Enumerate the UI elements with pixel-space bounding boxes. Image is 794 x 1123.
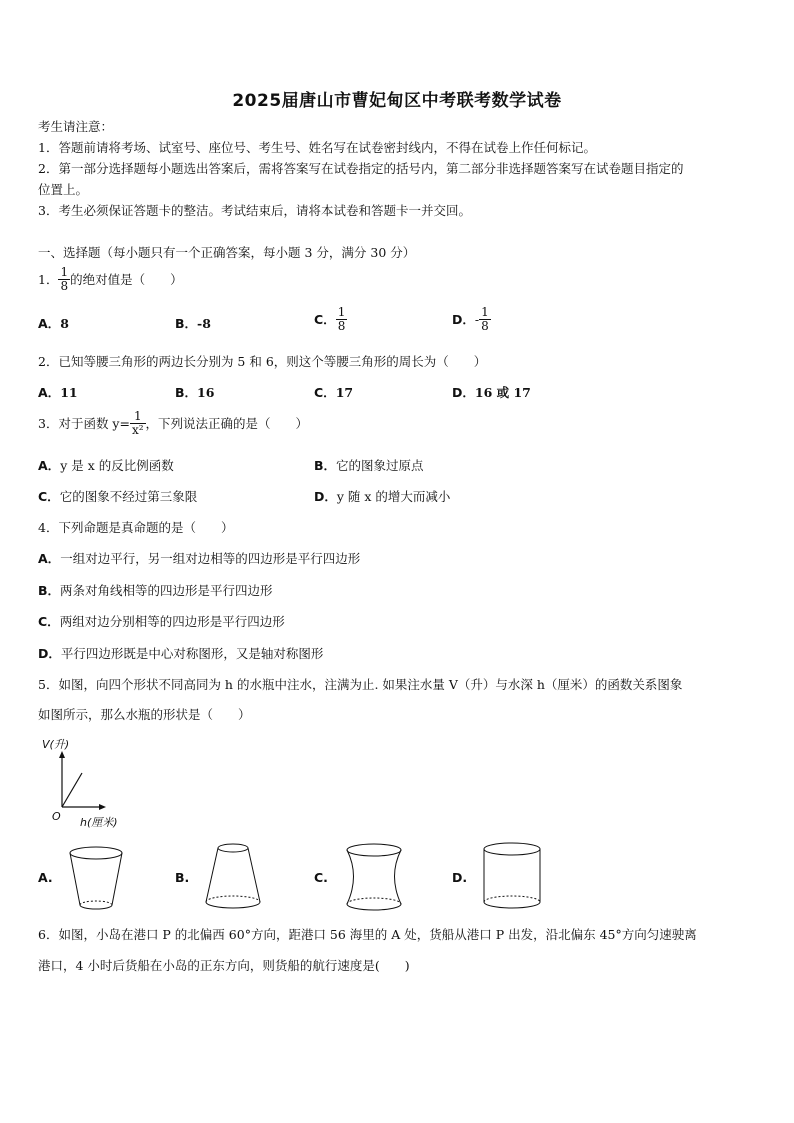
option-text: 两条对角线相等的四边形是平行四边形 xyxy=(60,583,273,598)
fraction-denominator: 8 xyxy=(481,319,489,333)
option-a-label: A. xyxy=(38,870,53,885)
option-text: 16 xyxy=(197,385,215,400)
notice-item-3: 3．考生必须保证答题卡的整洁。考试结束后，请将本试卷和答题卡一并交回。 xyxy=(38,203,471,218)
option-c xyxy=(38,612,285,632)
notice-item-2: 2．第一部分选择题每小题选出答案后，需将答案写在试卷指定的括号内，第二部分非选择题答案写在试卷题目指定的 xyxy=(38,161,684,176)
option-d xyxy=(452,383,531,403)
option-label: B． xyxy=(314,458,337,473)
option-a xyxy=(38,456,174,476)
option-label: D． xyxy=(38,646,61,661)
option-text: 它的图象过原点 xyxy=(336,458,424,473)
question-5-line-2: 如图所示，那么水瓶的形状是（ ） xyxy=(38,707,251,722)
option-d-label: D. xyxy=(452,870,468,885)
question-4: 4．下列命题是真命题的是（ ） xyxy=(38,520,234,535)
question-stem: 的绝对值是（ ） xyxy=(70,271,183,287)
section-heading: 一、选择题（每小题只有一个正确答案，每小题 3 分，满分 30 分） xyxy=(38,245,416,260)
volume-depth-graph xyxy=(55,750,110,810)
fraction-denominator: 8 xyxy=(60,279,69,293)
option-c xyxy=(38,487,197,507)
option-a xyxy=(38,383,78,403)
option-text: 11 xyxy=(60,385,78,400)
truncated-cone-icon xyxy=(202,840,264,912)
fraction-denominator: x² xyxy=(131,423,144,437)
option-b xyxy=(175,383,214,403)
notice-item-2-cont: 位置上。 xyxy=(38,182,89,197)
hourglass-vase-icon xyxy=(342,842,406,914)
option-text: y 是 x 的反比例函数 xyxy=(60,458,174,473)
question-6-line-2: 港口，4 小时后货船在小岛的正东方向，则货船的航行速度是( ) xyxy=(38,958,410,973)
option-label: A． xyxy=(38,551,61,566)
option-b xyxy=(38,581,273,601)
option-label: B． xyxy=(38,583,61,598)
graph-y-label: V(升) xyxy=(42,738,70,751)
fraction xyxy=(336,306,348,333)
option-label: C． xyxy=(38,614,60,629)
fraction-denominator: 8 xyxy=(337,319,346,333)
graph-x-label: h(厘米) xyxy=(80,816,118,829)
question-1 xyxy=(38,266,183,293)
option-label: A． xyxy=(38,458,61,473)
cylinder-icon xyxy=(480,840,544,912)
fraction-numerator: 1 xyxy=(60,265,69,279)
option-c xyxy=(314,383,353,403)
option-a xyxy=(38,549,360,569)
option-label: D． xyxy=(314,489,337,504)
fraction xyxy=(58,266,70,293)
question-number: 1． xyxy=(38,271,59,287)
option-d xyxy=(314,487,450,507)
option-label: A． xyxy=(38,316,61,331)
x-axis-arrow xyxy=(99,804,106,810)
option-c-label: C. xyxy=(314,870,328,885)
question-5-line-1: 5．如图，向四个形状不同高同为 h 的水瓶中注水，注满为止. 如果注水量 V（升）与水深 h（厘米）的函数关系图象 xyxy=(38,677,683,692)
notice-heading: 考生请注意： xyxy=(38,119,114,134)
option-label: D． xyxy=(452,311,475,327)
option-label: B． xyxy=(175,385,198,400)
option-b xyxy=(175,314,211,334)
fraction xyxy=(479,306,491,333)
question-3 xyxy=(38,410,308,437)
option-label: A． xyxy=(38,385,61,400)
option-d xyxy=(38,644,323,664)
option-a xyxy=(38,314,69,334)
minus-sign: - xyxy=(474,311,480,327)
option-text: 它的图象不经过第三象限 xyxy=(59,489,198,504)
graph-line xyxy=(62,773,82,807)
notice-item-1: 1．答题前请将考场、试室号、座位号、考生号、姓名写在试卷密封线内，不得在试卷上作任何标记。 xyxy=(38,140,596,155)
option-label: C． xyxy=(38,489,60,504)
fraction-numerator: 1 xyxy=(133,409,142,423)
option-text: 16 或 17 xyxy=(474,385,531,400)
tapered-cup-icon xyxy=(66,845,126,913)
option-label: D． xyxy=(452,385,475,400)
option-b xyxy=(314,456,424,476)
question-stem-post: ，下列说法正确的是（ ） xyxy=(145,415,309,431)
option-label: B． xyxy=(175,316,198,331)
y-axis-arrow xyxy=(59,751,65,758)
option-d xyxy=(452,306,491,333)
fraction-numerator: 1 xyxy=(481,305,489,319)
option-text: 平行四边形既是中心对称图形，又是轴对称图形 xyxy=(60,646,324,661)
option-label: C． xyxy=(314,385,336,400)
option-label: C． xyxy=(314,311,336,327)
option-c xyxy=(314,306,347,333)
question-6-line-1: 6．如图，小岛在港口 P 的北偏西 60°方向，距港口 56 海里的 A 处，货船从港口 P 出发，沿北偏东 45°方向匀速驶离 xyxy=(38,927,697,942)
fraction xyxy=(130,410,146,437)
option-text: 17 xyxy=(335,385,354,400)
fraction-numerator: 1 xyxy=(337,305,346,319)
option-b-label: B. xyxy=(175,870,190,885)
option-text: 两组对边分别相等的四边形是平行四边形 xyxy=(59,614,285,629)
option-text: 8 xyxy=(60,316,69,331)
option-text: -8 xyxy=(197,316,211,331)
question-2: 2．已知等腰三角形的两边长分别为 5 和 6，则这个等腰三角形的周长为（ ） xyxy=(38,354,487,369)
option-text: 一组对边平行，另一组对边相等的四边形是平行四边形 xyxy=(60,551,361,566)
page-title: 2025届唐山市曹妃甸区中考联考数学试卷 xyxy=(232,91,562,111)
question-stem-pre: 3．对于函数 y= xyxy=(38,415,130,431)
option-text: y 随 x 的增大而减小 xyxy=(336,489,451,504)
graph-origin-label: O xyxy=(52,810,61,823)
